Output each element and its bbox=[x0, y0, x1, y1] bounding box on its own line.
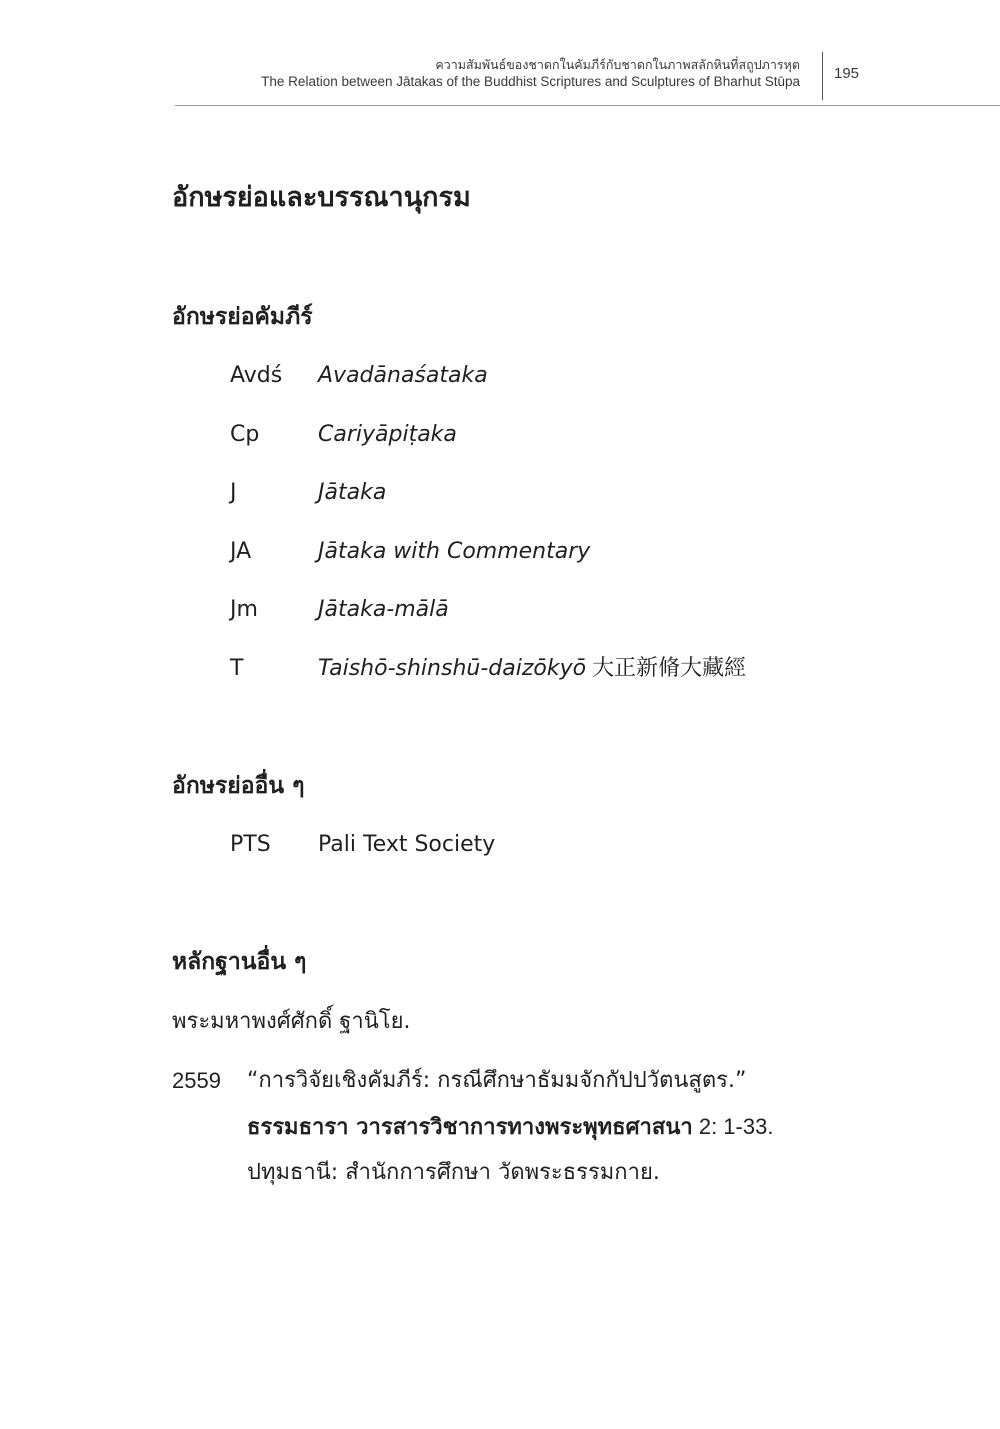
abbreviation-full: Cariyāpiṭaka bbox=[318, 422, 457, 447]
abbreviation-row bbox=[230, 418, 930, 452]
abbreviation-key: J bbox=[230, 480, 237, 505]
abbreviation-row bbox=[230, 359, 930, 393]
reference-title: “การวิจัยเชิงคัมภีร์: กรณีศึกษาธัมมจักกัปปวัตนสูตร.” bbox=[247, 1068, 747, 1093]
abbreviation-row bbox=[230, 476, 930, 510]
abbreviation-full: Avadānaśataka bbox=[318, 363, 488, 388]
abbreviation-full: Pali Text Society bbox=[318, 832, 496, 857]
abbreviation-full: Jātaka with Commentary bbox=[318, 539, 591, 564]
running-header bbox=[100, 57, 800, 91]
abbreviation-key: Avdś bbox=[230, 363, 283, 388]
header-thai-title: ความสัมพันธ์ของชาดกในคัมภีร์กับชาดกในภาพสลักหินที่สถูปภารหุต bbox=[435, 57, 800, 72]
page-title: อักษรย่อและบรรณานุกรม bbox=[172, 182, 471, 213]
abbreviation-cjk-text: 大正新脩大藏經 bbox=[592, 656, 747, 681]
abbreviation-key: Jm bbox=[230, 597, 258, 622]
abbreviation-row bbox=[230, 593, 930, 627]
section-heading-other-sources: หลักฐานอื่น ๆ bbox=[172, 949, 307, 975]
header-rule bbox=[175, 105, 1000, 106]
reference-year: 2559 bbox=[172, 1068, 221, 1093]
abbreviation-row bbox=[230, 652, 930, 686]
abbreviation-key: JA bbox=[230, 539, 252, 564]
section-heading-other-abbreviations: อักษรย่ออื่น ๆ bbox=[172, 773, 305, 799]
reference-author: พระมหาพงศ์ศักดิ์ ฐานิโย. bbox=[172, 1009, 411, 1034]
abbreviation-row bbox=[230, 535, 930, 569]
abbreviation-row bbox=[230, 828, 930, 862]
header-english-title: The Relation between Jātakas of the Buddhist Scriptures and Sculptures of Bharhut Stūpa bbox=[261, 74, 800, 89]
abbreviation-full: Jātaka-mālā bbox=[318, 597, 449, 622]
page-number: 195 bbox=[834, 65, 860, 82]
reference-pages: 2: 1-33. bbox=[692, 1114, 774, 1139]
abbreviation-full bbox=[318, 652, 746, 686]
reference-publisher: ปทุมธานี: สำนักการศึกษา วัดพระธรรมกาย. bbox=[247, 1160, 660, 1185]
abbreviation-full-text: Taishō-shinshū-daizōkyō bbox=[318, 656, 587, 681]
abbreviation-key: PTS bbox=[230, 832, 271, 857]
section-heading-scripture-abbreviations: อักษรย่อคัมภีร์ bbox=[172, 304, 313, 330]
abbreviation-key: Cp bbox=[230, 422, 260, 447]
reference-journal: ธรรมธารา วารสารวิชาการทางพระพุทธศาสนา bbox=[247, 1115, 693, 1140]
reference-journal-line bbox=[247, 1110, 773, 1145]
abbreviation-key: T bbox=[230, 656, 244, 681]
header-divider bbox=[822, 52, 823, 100]
abbreviation-full: Jātaka bbox=[318, 480, 387, 505]
